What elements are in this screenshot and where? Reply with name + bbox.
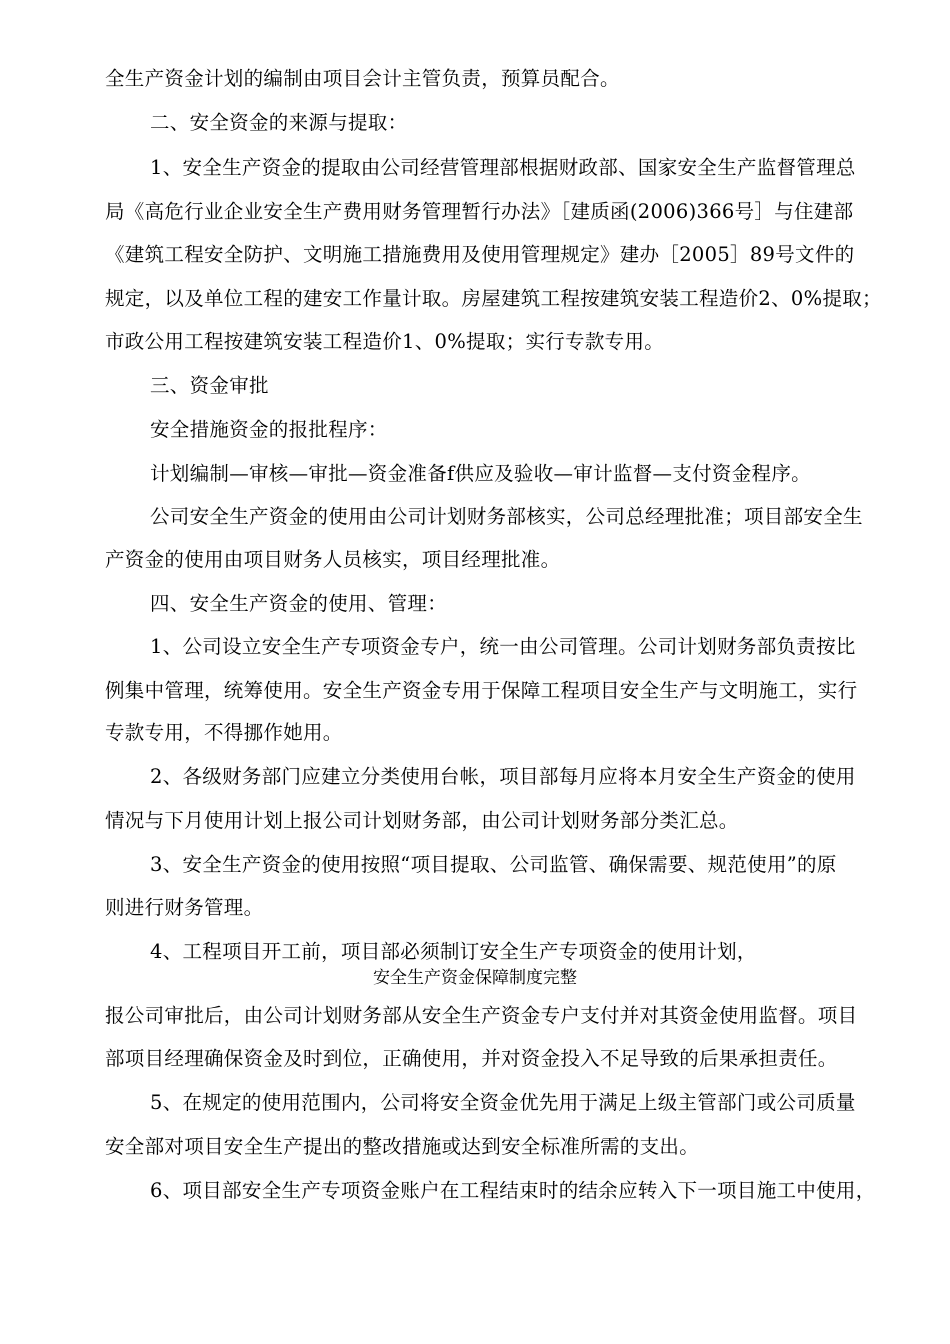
body-line: 《建筑工程安全防护、文明施工措施费用及使用管理规定》建办［2005］89号文件的 [105,243,855,266]
body-line: 计划编制—审核—审批—资金准备f供应及验收—审计监督—支付资金程序。 [150,462,811,485]
body-line: 公司安全生产资金的使用由公司计划财务部核实，公司总经理批准；项目部安全生 [150,505,863,528]
section-heading: 三、资金审批 [150,374,269,397]
body-line: 情况与下月使用计划上报公司计划财务部，由公司计划财务部分类汇总。 [105,809,739,832]
section-heading: 二、安全资金的来源与提取： [150,111,408,134]
page-footer-caption: 安全生产资金保障制度完整 [373,968,577,988]
body-line: 安全措施资金的报批程序： [150,418,388,441]
body-line: 4、工程项目开工前，项目部必须制订安全生产专项资金的使用计划， [150,940,757,963]
body-line: 部项目经理确保资金及时到位，正确使用，并对资金投入不足导致的后果承担责任。 [105,1047,838,1070]
body-line: 2、各级财务部门应建立分类使用台帐，项目部每月应将本月安全生产资金的使用 [150,765,856,788]
body-line: 全生产资金计划的编制由项目会计主管负责，预算员配合。 [105,67,620,90]
body-line: 则进行财务管理。 [105,896,264,919]
body-line: 5、在规定的使用范围内，公司将安全资金优先用于满足上级主管部门或公司质量 [150,1091,856,1114]
body-line: 1、公司设立安全生产专项资金专户，统一由公司管理。公司计划财务部负责按比 [150,635,856,658]
section-heading: 四、安全生产资金的使用、管理： [150,592,448,615]
body-line: 专款专用，不得挪作她用。 [105,721,343,744]
body-line: 规定，以及单位工程的建安工作量计取。房屋建筑工程按建筑安装工程造价2、0%提取； [105,287,882,310]
body-line: 产资金的使用由项目财务人员核实，项目经理批准。 [105,548,561,571]
body-line: 局《高危行业企业安全生产费用财务管理暂行办法》［建质函(2006)366号］与住建部 [105,200,854,223]
body-line: 1、安全生产资金的提取由公司经营管理部根据财政部、国家安全生产监督管理总 [150,156,856,179]
body-line: 6、项目部安全生产专项资金账户在工程结束时的结余应转入下一项目施工中使用， [150,1179,876,1202]
body-line: 3、安全生产资金的使用按照“项目提取、公司监管、确保需要、规范使用”的原 [150,853,837,876]
body-line: 市政公用工程按建筑安装工程造价1、0%提取；实行专款专用。 [105,330,665,353]
body-line: 例集中管理，统筹使用。安全生产资金专用于保障工程项目安全生产与文明施工，实行 [105,679,858,702]
body-line: 安全部对项目安全生产提出的整改措施或达到安全标准所需的支出。 [105,1135,700,1158]
body-line: 报公司审批后，由公司计划财务部从安全生产资金专户支付并对其资金使用监督。项目 [105,1004,858,1027]
